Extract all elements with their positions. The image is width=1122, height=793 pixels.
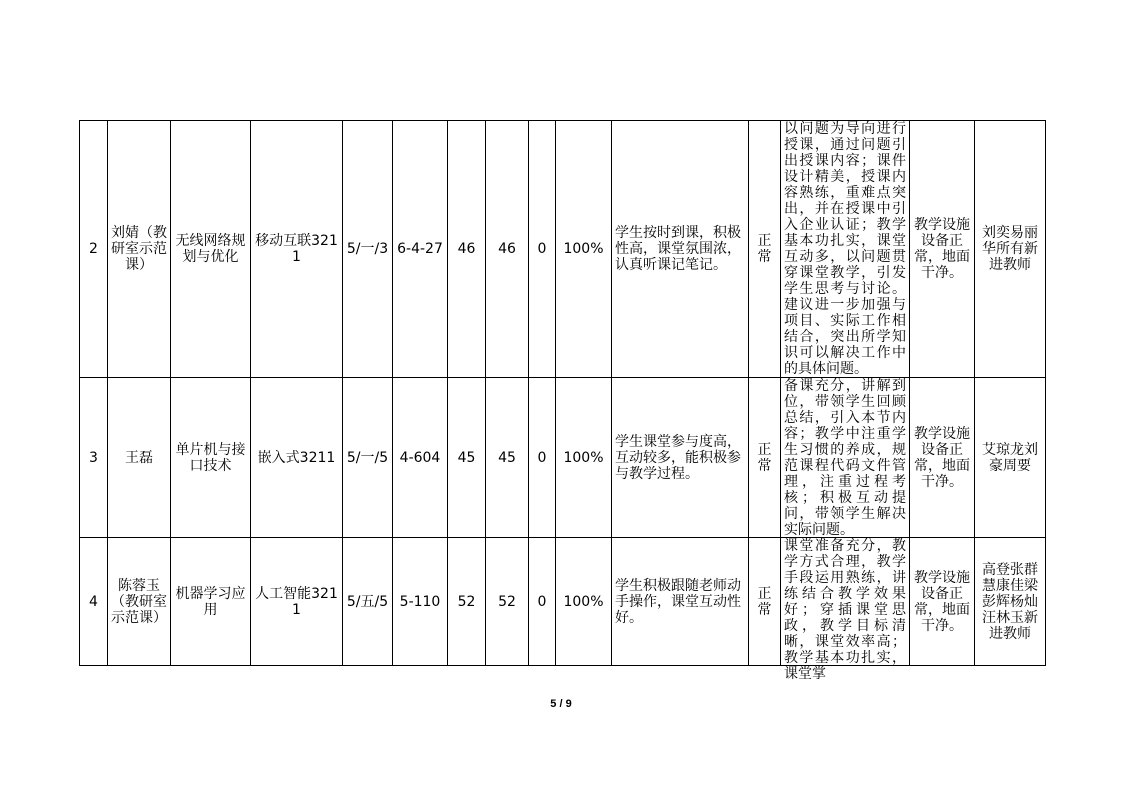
teacher-cell: 王磊 (108, 378, 171, 538)
evaluation-text: 以问题为导向进行授课，通过问题引出授课内容；课件设计精美，授课内容熟练，重难点突出，并在授课中引入企业认证；教学基本功扎实，课堂互动多，以问题贯穿课堂教学，引发学生思考与讨论。建议进一步加强与项目、实际工作相结合，突出所学知识可以解决工作中的具体问题。 (784, 121, 906, 377)
class-cell: 人工智能3211 (251, 538, 343, 666)
attendance-rate-cell: 100% (556, 378, 612, 538)
facility-cell: 教学设施设备正常，地面干净。 (910, 538, 975, 666)
absent-cell: 0 (529, 378, 556, 538)
discipline-cell: 学生积极跟随老师动手操作，课堂互动性好。 (612, 538, 749, 666)
evaluation-cell (781, 538, 910, 682)
teacher-cell: 刘婧（教研室示范课） (108, 121, 171, 378)
time-cell: 5/一/3 (343, 121, 393, 378)
class-cell: 嵌入式3211 (251, 378, 343, 538)
actual-attend-cell: 45 (486, 378, 529, 538)
should-attend-cell: 52 (448, 538, 486, 666)
room-cell: 5-110 (393, 538, 448, 666)
evaluation-text: 备课充分，讲解到位，带领学生回顾总结，引入本节内容；教学中注重学生习惯的养成，规范课程代码文件管理，注重过程考核；积极互动提问，带领学生解决实际问题。 (784, 378, 906, 538)
absent-cell: 0 (529, 121, 556, 378)
class-cell: 移动互联3211 (251, 121, 343, 378)
absent-cell: 0 (529, 538, 556, 666)
actual-attend-cell: 46 (486, 121, 529, 378)
course-cell: 无线网络规划与优化 (171, 121, 251, 378)
teacher-cell: 陈蓉玉（教研室示范课） (108, 538, 171, 666)
room-cell: 4-604 (393, 378, 448, 538)
evaluation-cell (781, 121, 910, 378)
discipline-cell: 学生按时到课，积极性高，课堂氛围浓，认真听课记笔记。 (612, 121, 749, 378)
inspectors-cell: 高登张群慧康佳梁彭辉杨灿汪林玉新进教师 (975, 538, 1046, 666)
time-cell: 5/五/5 (343, 538, 393, 666)
actual-attend-cell: 52 (486, 538, 529, 666)
evaluation-cell (781, 378, 910, 538)
inspection-table (79, 120, 1046, 682)
facility-cell: 教学设施设备正常，地面干净。 (910, 378, 975, 538)
room-cell: 6-4-27 (393, 121, 448, 378)
inspectors-cell: 刘奕易丽华所有新进教师 (975, 121, 1046, 378)
attendance-rate-cell: 100% (556, 538, 612, 666)
should-attend-cell: 45 (448, 378, 486, 538)
time-cell: 5/一/5 (343, 378, 393, 538)
attendance-rate-cell: 100% (556, 121, 612, 378)
status-cell: 正常 (749, 121, 781, 378)
table-row (80, 538, 1046, 666)
table-row (80, 378, 1046, 538)
row-number: 4 (80, 538, 108, 666)
status-cell: 正常 (749, 538, 781, 666)
course-cell: 机器学习应用 (171, 538, 251, 666)
row-number: 3 (80, 378, 108, 538)
facility-cell: 教学设施设备正常，地面干净。 (910, 121, 975, 378)
course-cell: 单片机与接口技术 (171, 378, 251, 538)
page-number: 5 / 9 (550, 698, 572, 710)
should-attend-cell: 46 (448, 121, 486, 378)
evaluation-text: 课堂准备充分，教学方式合理，教学手段运用熟练，讲练结合教学效果好；穿插课堂思政，教学目标清晰，课堂效率高；教学基本功扎实，课堂掌 (784, 538, 906, 682)
status-cell: 正常 (749, 378, 781, 538)
discipline-cell: 学生课堂参与度高，互动较多，能积极参与教学过程。 (612, 378, 749, 538)
table-row (80, 121, 1046, 378)
inspectors-cell: 艾琼龙刘豪周要 (975, 378, 1046, 538)
row-number: 2 (80, 121, 108, 378)
